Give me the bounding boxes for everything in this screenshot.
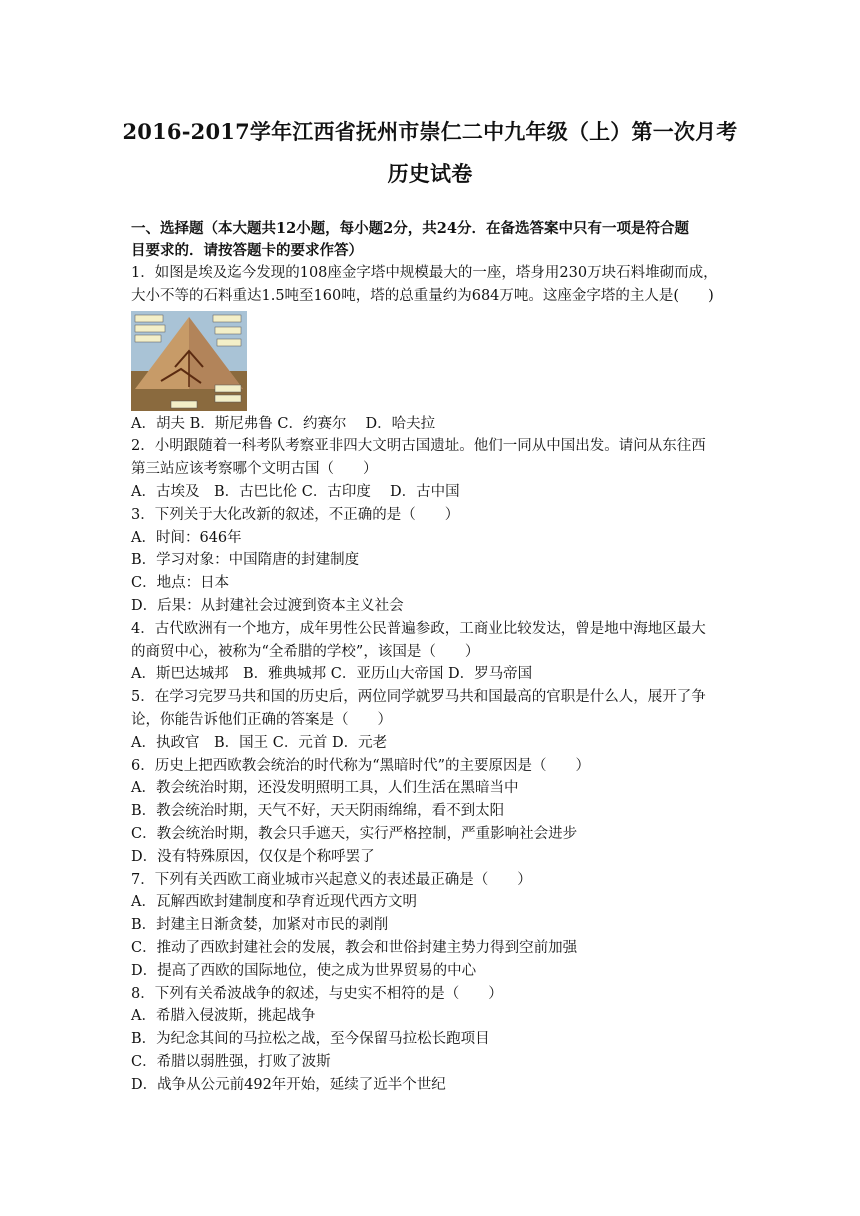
question-5-stem-line2: 论，你能告诉他们正确的答案是（ ）	[131, 711, 392, 728]
question-7	[131, 869, 733, 983]
question-8-option-a: A．希腊入侵波斯，挑起战争	[131, 1008, 316, 1025]
question-1-stem-line1: 1．如图是埃及迄今发现的108座金字塔中规模最大的一座，塔身用230万块石料堆砌而成，	[131, 265, 718, 281]
question-4-stem-line2: 的商贸中心，被称为“全希腊的学校”，该国是（ ）	[131, 643, 480, 660]
question-8-option-d: D．战争从公元前492年开始，延续了近半个世纪	[131, 1076, 446, 1093]
question-3	[131, 504, 733, 618]
exam-title-line1: 2016-2017学年江西省抚州市崇仁二中九年级（上）第一次月考	[122, 119, 738, 144]
question-list	[131, 262, 733, 1097]
question-2-stem-line2: 第三站应该考察哪个文明古国（ ）	[131, 461, 378, 478]
question-6-option-b: B．教会统治时期，天气不好，天天阴雨绵绵，看不到太阳	[131, 803, 505, 820]
section-heading	[131, 218, 731, 262]
question-1-options: A．胡夫 B．斯尼弗鲁 C．约赛尔 D．哈夫拉	[131, 415, 436, 432]
question-8-stem: 8．下列有关希波战争的叙述，与史实不相符的是（ ）	[131, 985, 503, 1002]
question-8-option-c: C．希腊以弱胜强，打败了波斯	[131, 1053, 331, 1070]
question-5	[131, 686, 733, 754]
question-3-option-d: D．后果：从封建社会过渡到资本主义社会	[131, 597, 404, 614]
question-8-option-b: B．为纪念其间的马拉松之战，至今保留马拉松长跑项目	[131, 1031, 490, 1048]
exam-title-line2: 历史试卷	[387, 161, 473, 186]
question-3-option-a: A．时间：646年	[131, 529, 242, 546]
question-4-options: A．斯巴达城邦 B．雅典城邦 C．亚历山大帝国 D．罗马帝国	[131, 666, 533, 683]
question-2-options: A．古埃及 B．古巴比伦 C．古印度 D．古中国	[131, 483, 460, 500]
question-2-stem-line1: 2．小明跟随着一科考队考察亚非四大文明古国遗址。他们一同从中国出发。请问从东往西	[131, 438, 706, 455]
section-heading-line1: 一、选择题（本大题共12小题，每小题2分，共24分．在备选答案中只有一项是符合题	[131, 220, 689, 237]
question-1	[131, 262, 733, 435]
question-3-stem: 3．下列关于大化改新的叙述，不正确的是（ ）	[131, 506, 460, 523]
question-7-option-a: A．瓦解西欧封建制度和孕育近现代西方文明	[131, 894, 417, 911]
question-7-option-d: D．提高了西欧的国际地位，使之成为世界贸易的中心	[131, 962, 477, 979]
section-heading-line2: 目要求的．请按答题卡的要求作答）	[131, 242, 363, 259]
question-6-option-a: A．教会统治时期，还没发明照明工具，人们生活在黑暗当中	[131, 780, 519, 797]
question-7-option-b: B．封建主日渐贪婪，加紧对市民的剥削	[131, 917, 389, 934]
question-7-option-c: C．推动了西欧封建社会的发展，教会和世俗封建主势力得到空前加强	[131, 939, 578, 956]
question-6	[131, 755, 733, 869]
question-4	[131, 618, 733, 686]
question-3-option-c: C．地点：日本	[131, 575, 230, 592]
question-8	[131, 983, 733, 1097]
question-6-stem: 6．历史上把西欧教会统治的时代称为“黑暗时代”的主要原因是（ ）	[131, 757, 591, 774]
question-5-stem-line1: 5．在学习完罗马共和国的历史后，两位同学就罗马共和国最高的官职是什么人，展开了争	[131, 689, 706, 706]
question-6-option-c: C．教会统治时期，教会只手遮天，实行严格控制，严重影响社会进步	[131, 825, 578, 842]
question-3-option-b: B．学习对象：中国隋唐的封建制度	[131, 552, 360, 569]
question-7-stem: 7．下列有关西欧工商业城市兴起意义的表述最正确是（ ）	[131, 871, 532, 888]
pyramid-cross-section-image	[131, 311, 247, 411]
question-2	[131, 435, 733, 503]
question-6-option-d: D．没有特殊原因，仅仅是个称呼罢了	[131, 848, 375, 865]
question-1-stem-line2: 大小不等的石料重达1.5吨至160吨，塔的总重量约为684万吨。这座金字塔的主人是( )	[131, 287, 714, 304]
question-4-stem-line1: 4．古代欧洲有一个地方，成年男性公民普遍参政，工商业比较发达，曾是地中海地区最大	[131, 620, 706, 637]
question-5-options: A．执政官 B．国王 C．元首 D．元老	[131, 734, 388, 751]
